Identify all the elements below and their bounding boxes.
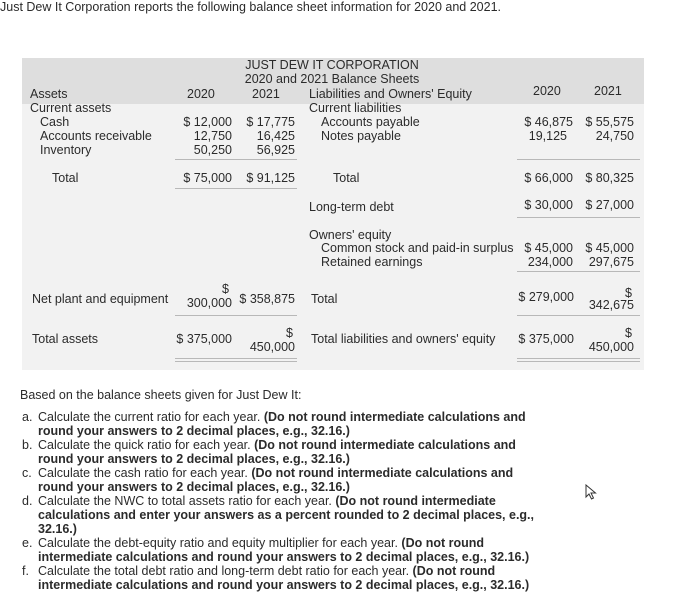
double-rule [517,358,640,362]
question-item [20,410,540,438]
inventory-label: Inventory [40,143,92,157]
common-stock-label: Common stock and paid-in surplus [321,241,514,255]
total-liab-oe-2021: 450,000 [588,340,634,354]
np-label: Notes payable [321,129,401,143]
rule [175,188,297,189]
liabilities-header: Liabilities and Owners' Equity [309,87,472,101]
total-assets-2021: 450,000 [249,340,295,354]
cash-2021: $ 17,775 [246,115,295,129]
question-text: Calculate the total debt ratio and long-term debt ratio for each year. [38,564,413,578]
npe-2020: 300,000 [186,296,232,310]
question-instruction: (Do not round intermediate calculations and round your answers to 2 decimal places, e.g., 32.16.) [38,536,530,564]
question-text: Calculate the NWC to total assets ratio for each year. [38,494,336,508]
current-liabilities-total-2020: $ 66,000 [524,171,573,185]
cash-2020: $ 12,000 [183,115,232,129]
total-liab-oe-2020: $ 375,000 [518,332,574,346]
question-letter: c. [22,466,32,480]
rule [517,271,640,272]
cash-label: Cash [40,115,70,129]
sheet-subtitle: 2020 and 2021 Balance Sheets [244,72,420,86]
retained-earnings-2021: 297,675 [588,255,634,269]
question-letter: f. [22,564,29,578]
current-assets-total-2021: $ 91,125 [246,171,295,185]
npe-dollar: $ [222,282,229,296]
ar-label: Accounts receivable [40,129,152,143]
current-assets-total-2020: $ 75,000 [183,171,232,185]
oe-total-2021: 342,675 [588,298,634,312]
assets-year-2020: 2020 [187,87,215,101]
rule [175,159,297,160]
ltd-label: Long-term debt [309,200,394,214]
npe-2021: $ 358,875 [239,292,295,306]
question-letter: d. [22,494,33,508]
current-assets-label: Current assets [30,101,112,115]
rule [517,159,640,160]
current-liabilities-label: Current liabilities [309,101,402,115]
questions-lead: Based on the balance sheets given for Just Dew It: [20,388,302,402]
company-title: JUST DEW IT CORPORATION [245,58,419,72]
current-liabilities-total-label: Total [333,171,360,185]
questions-list [20,410,540,592]
mouse-cursor-icon [585,484,597,500]
question-instruction: (Do not round intermediate calculations and enter your answers as a percent rounded to 2 decimal places, e.g., 32.16.) [38,494,535,536]
balance-sheet-table [22,58,644,370]
double-rule [175,358,297,362]
inventory-2021: 56,925 [256,143,295,157]
total-liab-oe-dollar: $ [625,326,632,340]
np-2020: 19,125 [528,129,567,143]
questions-section [20,388,540,592]
question-instruction: (Do not round intermediate calculations and round your answers to 2 decimal places, e.g., 32.16.) [38,466,514,494]
npe-label: Net plant and equipment [32,292,169,306]
question-text: Calculate the cash ratio for each year. [38,466,252,480]
question-letter: b. [22,438,33,452]
liab-year-2020: 2020 [533,84,561,98]
question-item [20,438,540,466]
total-assets-dollar: $ [286,326,293,340]
np-2021: 24,750 [595,129,634,143]
ap-label: Accounts payable [321,115,420,129]
question-item [20,494,540,536]
inventory-2020: 50,250 [193,143,232,157]
total-liab-oe-label: Total liabilities and owners' equity [311,332,496,346]
retained-earnings-label: Retained earnings [321,255,423,269]
rule [517,217,640,218]
question-letter: e. [22,536,33,550]
oe-total-label: Total [311,292,338,306]
ar-2020: 12,750 [193,129,232,143]
question-instruction: (Do not round intermediate calculations and round your answers to 2 decimal places, e.g., 32.16.) [38,564,530,592]
current-assets-total-label: Total [52,171,79,185]
question-instruction: (Do not round intermediate calculations and round your answers to 2 decimal places, e.g., 32.16.) [38,438,516,466]
question-instruction: (Do not round intermediate calculations and round your answers to 2 decimal places, e.g., 32.16.) [38,410,526,438]
total-assets-label: Total assets [32,332,99,346]
assets-header: Assets [30,87,68,101]
rule [175,315,297,316]
ap-2021: $ 55,575 [585,115,634,129]
intro-text: Just Dew It Corporation reports the following balance sheet information for 2020 and 2021. [0,0,501,14]
retained-earnings-2020: 234,000 [527,255,573,269]
common-stock-2020: $ 45,000 [524,241,573,255]
oe-total-2020: $ 279,000 [518,290,574,304]
common-stock-2021: $ 45,000 [585,241,634,255]
oe-total-dollar: $ [625,286,632,300]
rule [517,315,640,316]
question-text: Calculate the debt-equity ratio and equity multiplier for each year. [38,536,402,550]
question-item [20,466,540,494]
ap-2020: $ 46,875 [524,115,573,129]
ltd-2020: $ 30,000 [524,198,573,212]
ar-2021: 16,425 [256,129,295,143]
owners-equity-label: Owners' equity [309,228,392,242]
question-text: Calculate the quick ratio for each year. [38,438,255,452]
question-text: Calculate the current ratio for each year. [38,410,264,424]
question-letter: a. [22,410,33,424]
question-item [20,564,540,592]
total-assets-2020: $ 375,000 [176,332,232,346]
current-liabilities-total-2021: $ 80,325 [585,171,634,185]
liab-year-2021: 2021 [594,84,622,98]
assets-year-2021: 2021 [252,87,280,101]
question-item [20,536,540,564]
ltd-2021: $ 27,000 [585,198,634,212]
